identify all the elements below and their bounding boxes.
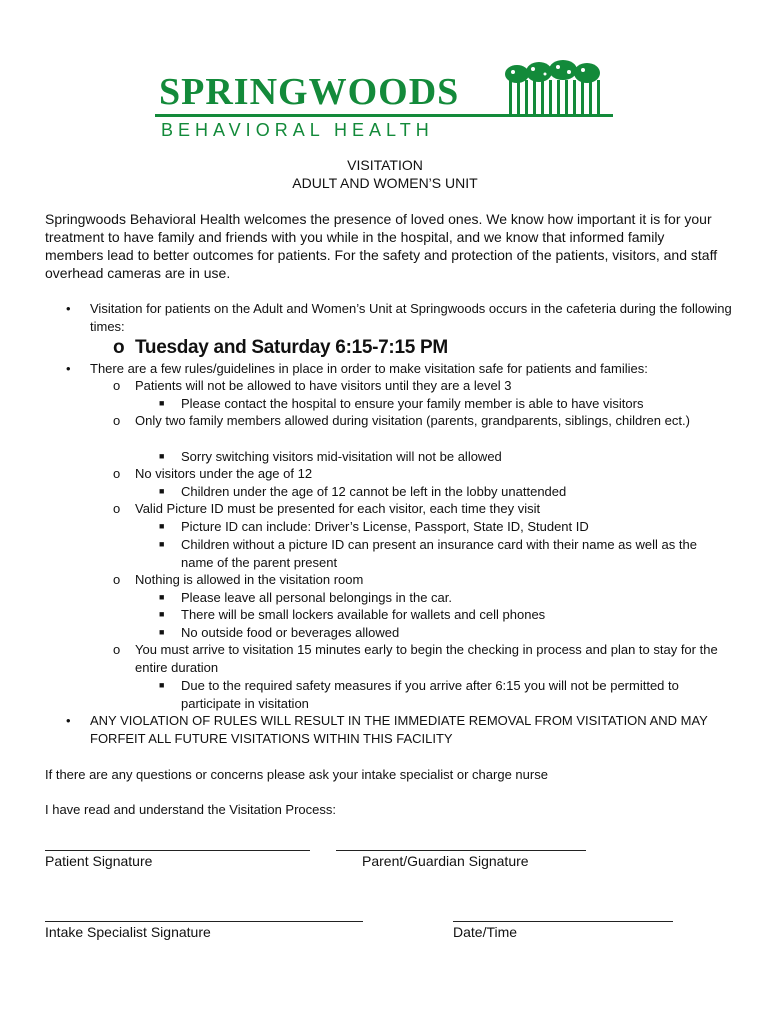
circle-bullet-icon: o	[113, 466, 121, 481]
square-bullet-icon: ■	[159, 539, 165, 549]
square-bullet-icon: ■	[159, 680, 165, 690]
rule-sub-text: Children without a picture ID can present an insurance card with their name as well as the name of the parent present	[181, 537, 697, 570]
list-item	[66, 360, 740, 378]
logo-rule	[155, 114, 613, 117]
springwoods-logo	[155, 60, 625, 144]
trees-icon	[503, 60, 603, 116]
square-bullet-icon: ■	[159, 398, 165, 408]
rule-text: Nothing is allowed in the visitation room	[135, 572, 364, 587]
intake-signature-label: Intake Specialist Signature	[45, 924, 211, 940]
rule-sub-item	[159, 518, 741, 536]
acknowledge-text: I have read and understand the Visitation Process:	[45, 802, 337, 817]
patient-signature-line[interactable]	[45, 850, 310, 851]
datetime-line[interactable]	[453, 921, 673, 922]
rule-item	[113, 571, 735, 589]
guardian-signature-line[interactable]	[336, 850, 586, 851]
rule-item	[113, 641, 725, 676]
logo-name: SPRINGWOODS	[159, 71, 460, 113]
logo-subtitle: BEHAVIORAL HEALTH	[161, 120, 434, 140]
rule-text: Valid Picture ID must be presented for each visitor, each time they visit	[135, 501, 541, 516]
rule-sub-item	[159, 606, 741, 624]
square-bullet-icon: ■	[159, 451, 165, 461]
circle-bullet-icon: o	[113, 501, 121, 516]
intake-signature-line[interactable]	[45, 921, 363, 922]
square-bullet-icon: ■	[159, 521, 165, 531]
bullet-icon: •	[66, 361, 71, 376]
circle-bullet-icon: o	[113, 337, 125, 358]
rule-sub-item	[159, 536, 721, 571]
rule-sub-item	[159, 395, 741, 413]
rule-sub-text: Please contact the hospital to ensure your family member is able to have visitors	[181, 396, 644, 411]
rule-sub-item	[159, 589, 741, 607]
rule-text: Only two family members allowed during visitation (parents, grandparents, siblings, children ect.)	[135, 413, 690, 428]
bullet-icon: •	[66, 713, 71, 728]
rule-sub-item	[159, 624, 741, 642]
guardian-signature-label: Parent/Guardian Signature	[362, 853, 529, 869]
square-bullet-icon: ■	[159, 627, 165, 637]
square-bullet-icon: ■	[159, 486, 165, 496]
rule-item	[113, 500, 735, 518]
rule-item	[113, 465, 735, 483]
datetime-label: Date/Time	[453, 924, 518, 940]
rule-sub-text: Please leave all personal belongings in the car.	[181, 590, 453, 605]
title-unit: ADULT AND WOMEN’S UNIT	[292, 175, 478, 191]
title-visitation: VISITATION	[347, 157, 423, 173]
violation-text: ANY VIOLATION OF RULES WILL RESULT IN THE IMMEDIATE REMOVAL FROM VISITATION AND MAY FORFEIT ALL FUTURE VISITATIONS WITHIN THIS FACILITY	[90, 713, 708, 746]
rule-sub-item	[159, 448, 741, 466]
rules-intro-text: There are a few rules/guidelines in place in order to make visitation safe for patients and families:	[90, 361, 648, 376]
list-item	[66, 300, 740, 335]
circle-bullet-icon: o	[113, 413, 121, 428]
patient-signature-label: Patient Signature	[45, 853, 153, 869]
questions-text: If there are any questions or concerns please ask your intake specialist or charge nurse	[45, 767, 548, 782]
schedule-item	[113, 337, 635, 359]
rule-item	[113, 412, 735, 430]
rule-sub-text: Sorry switching visitors mid-visitation will not be allowed	[181, 449, 502, 464]
circle-bullet-icon: o	[113, 642, 121, 657]
circle-bullet-icon: o	[113, 572, 121, 587]
rule-text: No visitors under the age of 12	[135, 466, 313, 481]
rule-sub-item	[159, 677, 731, 712]
visitation-times-text: Visitation for patients on the Adult and Women’s Unit at Springwoods occurs in the cafeteria during the following times:	[90, 301, 732, 334]
list-item	[66, 712, 730, 747]
rule-sub-text: There will be small lockers available for wallets and cell phones	[181, 607, 546, 622]
rule-sub-text: Due to the required safety measures if you arrive after 6:15 you will not be permitted to participate in visitation	[181, 678, 679, 711]
rule-item	[113, 377, 735, 395]
rule-sub-text: No outside food or beverages allowed	[181, 625, 400, 640]
rule-sub-text: Children under the age of 12 cannot be left in the lobby unattended	[181, 484, 567, 499]
intro-paragraph: Springwoods Behavioral Health welcomes the presence of loved ones. We know how important it is for your treatment to have family and friends with you while in the hospital, and we know that informed family members lead to better outcomes for patients. For the safety and protection of the patients, visitors, and staff overhead cameras are in use.	[45, 211, 718, 281]
rule-text: You must arrive to visitation 15 minutes early to begin the checking in process and plan to stay for the entire duration	[135, 642, 718, 675]
square-bullet-icon: ■	[159, 609, 165, 619]
bullet-icon: •	[66, 301, 71, 316]
rule-text: Patients will not be allowed to have visitors until they are a level 3	[135, 378, 512, 393]
schedule-text: Tuesday and Saturday 6:15-7:15 PM	[135, 337, 448, 358]
rule-sub-item	[159, 483, 741, 501]
rule-sub-text: Picture ID can include: Driver’s License, Passport, State ID, Student ID	[181, 519, 589, 534]
square-bullet-icon: ■	[159, 592, 165, 602]
circle-bullet-icon: o	[113, 378, 121, 393]
